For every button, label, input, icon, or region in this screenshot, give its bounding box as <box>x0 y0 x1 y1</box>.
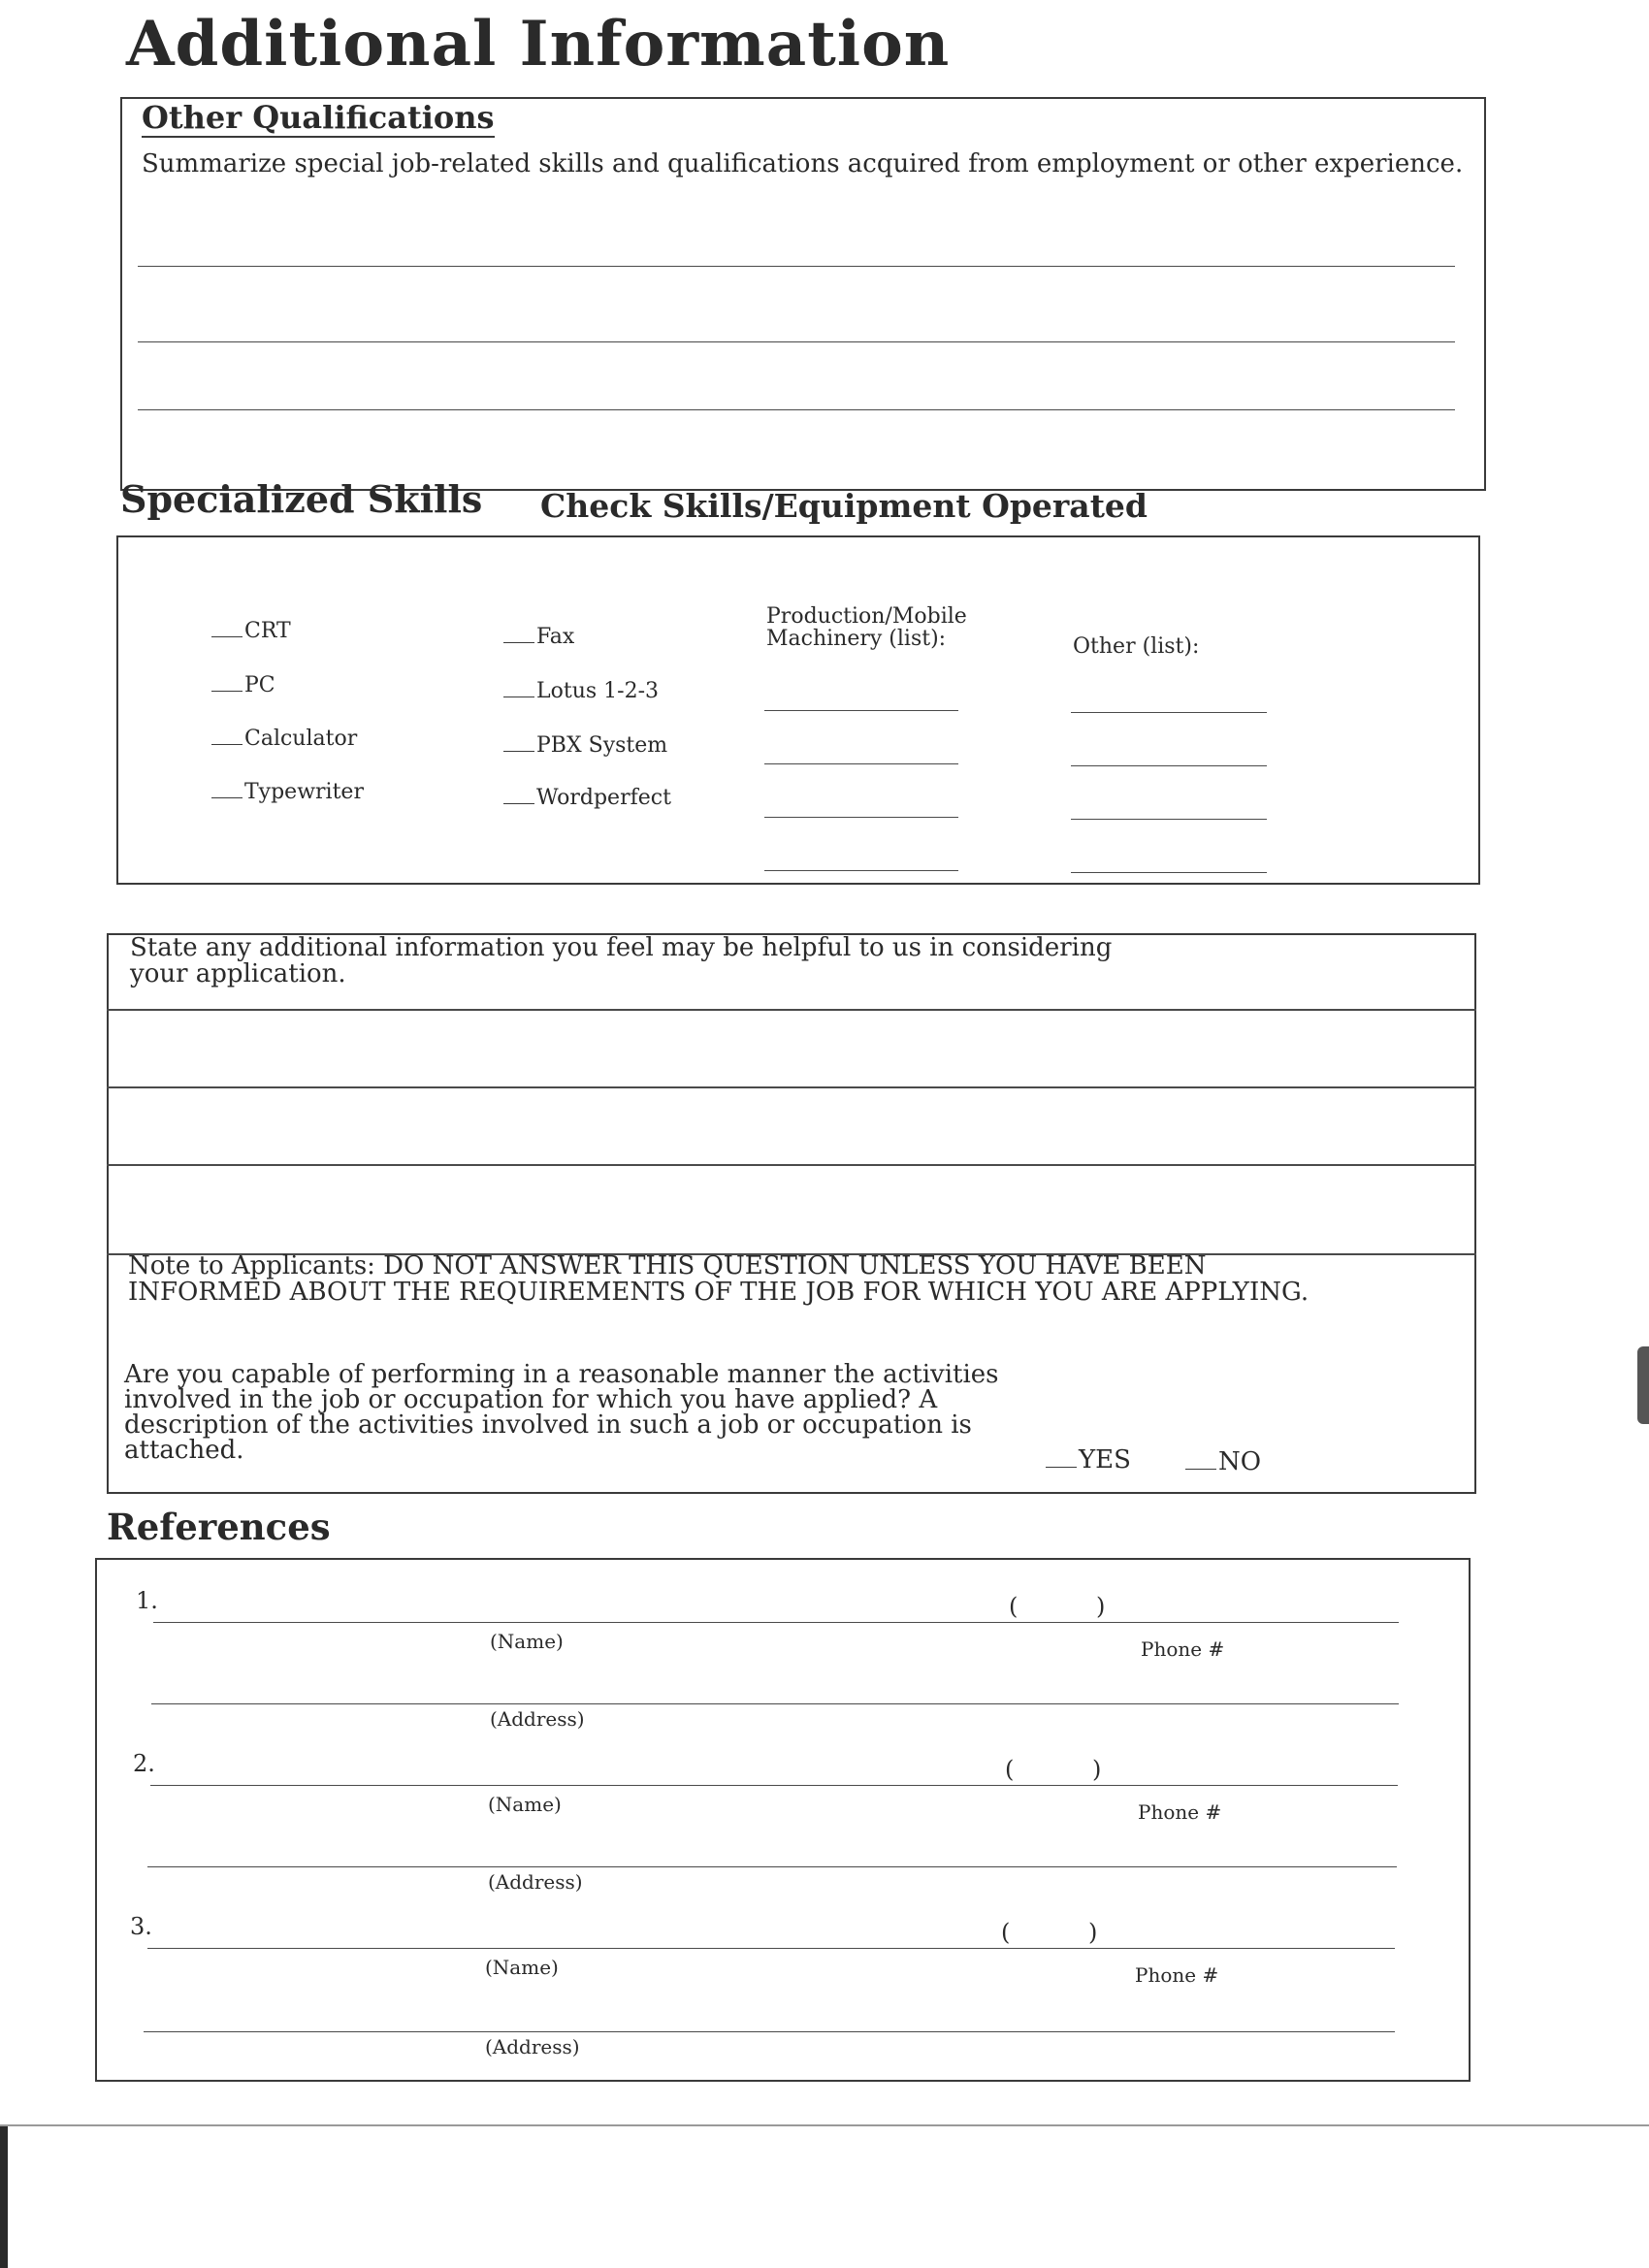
reference-3-name-label: (Name) <box>485 1956 559 1979</box>
note-line-1: Note to Applicants: DO NOT ANSWER THIS QUESTION UNLESS YOU HAVE BEEN <box>128 1251 1207 1280</box>
production-machinery-label <box>766 605 967 650</box>
skill-pbx-system[interactable] <box>503 733 667 758</box>
skill-typewriter[interactable] <box>211 780 364 804</box>
skill-pbx-system-label: PBX System <box>536 733 668 758</box>
production-line-2[interactable] <box>764 763 958 764</box>
production-line-3[interactable] <box>764 817 958 818</box>
skill-lotus-label: Lotus 1-2-3 <box>536 679 660 703</box>
note-line-2: INFORMED ABOUT THE REQUIREMENTS OF THE JOB FOR WHICH YOU ARE APPLYING. <box>128 1278 1310 1308</box>
other-qualifications-instruction: Summarize special job-related skills and qualifications acquired from employment or other experience. <box>142 149 1464 178</box>
no-option[interactable] <box>1185 1447 1261 1476</box>
reference-1-address-line[interactable] <box>151 1703 1399 1704</box>
reference-1-address-label: (Address) <box>490 1707 585 1731</box>
skill-calculator[interactable] <box>211 727 357 751</box>
reference-2-phone-open: ( <box>1005 1756 1015 1783</box>
paper-bottom-edge <box>0 2124 1649 2126</box>
reference-2-name-line[interactable] <box>150 1785 1398 1786</box>
reference-1-name-line[interactable] <box>153 1622 1399 1623</box>
skill-wordperfect-label: Wordperfect <box>536 786 671 810</box>
skill-wordperfect[interactable] <box>503 786 671 810</box>
qualifications-line-1[interactable] <box>138 266 1455 267</box>
additional-info-prompt <box>130 935 1112 988</box>
qualifications-line-3[interactable] <box>138 409 1455 410</box>
specialized-skills-heading: Specialized Skills <box>120 477 483 521</box>
reference-2-address-label: (Address) <box>488 1870 583 1894</box>
reference-1-phone-close: ) <box>1096 1593 1106 1620</box>
other-list-label: Other (list): <box>1073 634 1200 659</box>
reference-1-name-label: (Name) <box>490 1630 564 1653</box>
reference-1-phone-open: ( <box>1009 1593 1018 1620</box>
reference-2-number: 2. <box>133 1750 155 1777</box>
check-skills-subheading: Check Skills/Equipment Operated <box>540 487 1148 525</box>
skill-pc-label: PC <box>244 673 275 697</box>
note-to-applicants <box>128 1253 1309 1307</box>
production-line-1[interactable] <box>764 710 958 711</box>
question-line-4: attached. <box>124 1436 244 1465</box>
other-line-2[interactable] <box>1071 765 1267 766</box>
capability-question <box>124 1362 999 1463</box>
page-title: Additional Information <box>126 8 951 81</box>
reference-2-address-line[interactable] <box>147 1866 1397 1867</box>
production-line-4[interactable] <box>764 870 958 871</box>
skill-fax-label: Fax <box>536 625 575 649</box>
additional-info-divider <box>107 1009 1476 1011</box>
question-line-2: involved in the job or occupation for which you have applied? A <box>124 1385 938 1414</box>
reference-3-address-label: (Address) <box>485 2035 580 2058</box>
reference-3-name-line[interactable] <box>147 1948 1395 1949</box>
no-label: NO <box>1218 1447 1262 1476</box>
reference-3-number: 3. <box>130 1913 152 1940</box>
skill-lotus[interactable] <box>503 679 659 703</box>
additional-info-prompt-line-2: your application. <box>130 959 346 989</box>
reference-2-phone-label: Phone # <box>1138 1800 1222 1824</box>
yes-label: YES <box>1079 1445 1131 1474</box>
production-label-line-2: Machinery (list): <box>766 627 947 652</box>
reference-3-phone-label: Phone # <box>1135 1963 1219 1987</box>
reference-2-phone-close: ) <box>1092 1756 1102 1783</box>
reference-1-phone-label: Phone # <box>1141 1637 1225 1661</box>
skill-calculator-label: Calculator <box>244 727 358 751</box>
reference-3-address-line[interactable] <box>144 2031 1395 2032</box>
additional-info-prompt-line-1: State any additional information you feel may be helpful to us in considering <box>130 933 1113 962</box>
skill-fax[interactable] <box>503 625 574 649</box>
skill-crt-label: CRT <box>244 619 291 643</box>
other-line-1[interactable] <box>1071 712 1267 713</box>
skill-pc[interactable] <box>211 673 275 697</box>
question-line-1: Are you capable of performing in a reasonable manner the activities <box>124 1360 999 1389</box>
additional-info-line-1[interactable] <box>107 1086 1476 1088</box>
other-line-3[interactable] <box>1071 819 1267 820</box>
question-line-3: description of the activities involved in such a job or occupation is <box>124 1410 972 1440</box>
qualifications-line-2[interactable] <box>138 341 1455 342</box>
reference-3-phone-open: ( <box>1001 1919 1011 1946</box>
scan-right-edge-mark <box>1637 1346 1649 1424</box>
production-label-line-1: Production/Mobile <box>766 604 967 629</box>
yes-option[interactable] <box>1046 1445 1131 1474</box>
references-box <box>95 1558 1471 2082</box>
other-qualifications-heading: Other Qualifications <box>142 99 495 138</box>
additional-info-line-2[interactable] <box>107 1164 1476 1166</box>
skill-typewriter-label: Typewriter <box>244 780 364 804</box>
scan-left-edge <box>0 2126 8 2268</box>
reference-3-phone-close: ) <box>1088 1919 1098 1946</box>
references-heading: References <box>107 1506 331 1548</box>
reference-1-number: 1. <box>136 1587 158 1614</box>
skill-crt[interactable] <box>211 619 291 643</box>
other-line-4[interactable] <box>1071 872 1267 873</box>
reference-2-name-label: (Name) <box>488 1793 562 1816</box>
